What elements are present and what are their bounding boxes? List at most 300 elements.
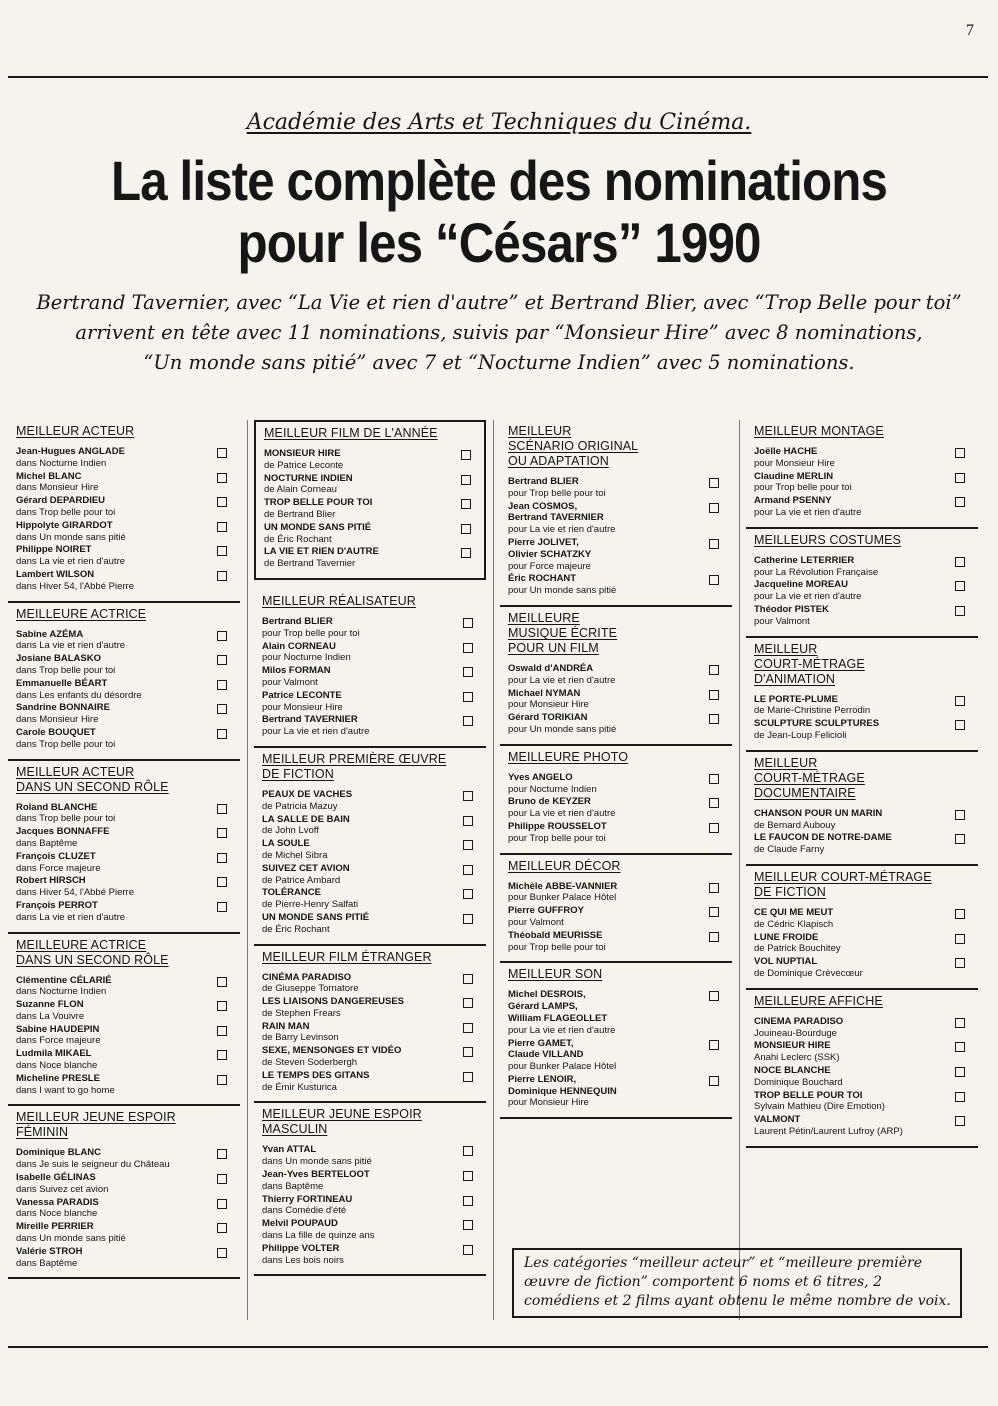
intro-line-3: “Un monde sans pitié” avec 7 et “Nocturne Indien” avec 5 nominations.	[143, 351, 855, 374]
headline-line-2: pour les “Césars” 1990	[237, 211, 761, 274]
nominee	[754, 956, 970, 980]
category-title	[262, 1107, 478, 1137]
nominee-work: pour La vie et rien d'autre	[508, 674, 616, 686]
nominee	[754, 604, 970, 628]
nominee	[508, 989, 724, 1036]
vote-checkbox[interactable]	[709, 539, 719, 549]
vote-checkbox[interactable]	[709, 991, 719, 1001]
nominee-name: TROP BELLE POUR TOI	[754, 1089, 863, 1101]
nominee	[16, 569, 232, 593]
nominee-work: dans La fille de quinze ans	[262, 1230, 375, 1242]
nominee-name: LE FAUCON DE NOTRE-DAME	[754, 832, 892, 844]
category-title-line: MEILLEUR	[754, 755, 818, 770]
nominee	[16, 851, 232, 875]
vote-checkbox[interactable]	[217, 828, 227, 838]
nominee-work: pour Monsieur Hire	[508, 699, 589, 711]
vote-checkbox[interactable]	[217, 522, 227, 532]
vote-checkbox[interactable]	[709, 478, 719, 488]
nominee	[16, 875, 232, 899]
category-title-line: MEILLEUR SON	[508, 967, 603, 982]
category-meilleur-realisateur	[254, 590, 486, 748]
vote-checkbox[interactable]	[217, 804, 227, 814]
vote-checkbox[interactable]	[463, 889, 473, 899]
nominee-name: LE PORTE-PLUME	[754, 693, 838, 705]
nominee-work: de Jean-Loup Felicioli	[754, 729, 847, 741]
nominee	[16, 653, 232, 677]
nominee	[262, 838, 478, 862]
nominee	[508, 821, 724, 845]
vote-checkbox[interactable]	[461, 499, 471, 509]
nominee-name: UN MONDE SANS PITIÉ	[264, 521, 372, 533]
nominee-work: pour Valmont	[754, 615, 810, 627]
nominee-work: de Pierre-Henry Salfati	[262, 899, 359, 911]
nominee	[508, 663, 724, 687]
nominee-name: VALMONT	[754, 1114, 801, 1126]
nominee-name: LE TEMPS DES GITANS	[262, 1069, 370, 1081]
category-title-line: MEILLEUR	[508, 424, 572, 438]
vote-checkbox[interactable]	[955, 497, 965, 507]
vote-checkbox[interactable]	[461, 475, 471, 485]
nominee-name: Philippe VOLTER	[262, 1242, 340, 1254]
nominee	[16, 1197, 232, 1221]
nominee-work: Jouineau-Bourduge	[754, 1027, 837, 1039]
nominee	[16, 520, 232, 544]
column-1	[8, 420, 240, 1279]
nominee-name: Vanessa PARADIS	[16, 1196, 99, 1208]
vote-checkbox[interactable]	[955, 810, 965, 820]
nominee-name: Sandrine BONNAIRE	[16, 702, 110, 714]
nominee-name: SEXE, MENSONGES ET VIDÉO	[262, 1045, 402, 1057]
vote-checkbox[interactable]	[955, 909, 965, 919]
vote-checkbox[interactable]	[217, 1001, 227, 1011]
nominee	[262, 1194, 478, 1218]
nominee-name: Clémentine CÉLARIÉ	[16, 974, 112, 986]
vote-checkbox[interactable]	[463, 1047, 473, 1057]
vote-checkbox[interactable]	[461, 450, 471, 460]
vote-checkbox[interactable]	[217, 497, 227, 507]
category-meilleur-decor	[500, 855, 732, 964]
category-title-line: MEILLEUR JEUNE ESPOIR	[262, 1107, 422, 1122]
nominee-work: pour Bunker Palace Hôtel	[508, 1061, 617, 1073]
vote-checkbox[interactable]	[955, 448, 965, 458]
vote-checkbox[interactable]	[709, 774, 719, 784]
vote-checkbox[interactable]	[463, 1072, 473, 1082]
vote-checkbox[interactable]	[709, 1076, 719, 1086]
nominee-work: de Michel Sibra	[262, 849, 328, 861]
category-meilleur-court-metrage-d-animation	[746, 638, 978, 752]
category-title	[16, 424, 232, 439]
nominee	[262, 641, 478, 665]
vote-checkbox[interactable]	[217, 546, 227, 556]
vote-checkbox[interactable]	[217, 473, 227, 483]
nominee-name: Pierre GUFFROY	[508, 905, 585, 917]
vote-checkbox[interactable]	[463, 692, 473, 702]
category-title	[508, 859, 724, 874]
nominee-work: dans Un monde sans pitié	[262, 1156, 372, 1168]
nominee-work: de Patrice Leconte	[264, 459, 344, 471]
vote-checkbox[interactable]	[955, 606, 965, 616]
nominee-work: Dominique Bouchard	[754, 1076, 843, 1088]
vote-checkbox[interactable]	[217, 571, 227, 581]
category-title	[508, 967, 724, 982]
nominee	[16, 1048, 232, 1072]
vote-checkbox[interactable]	[955, 1042, 965, 1052]
nominee-name: Michel BLANC	[16, 470, 82, 482]
nominee-work: dans Je suis le seigneur du Château	[16, 1159, 170, 1171]
vote-checkbox[interactable]	[217, 853, 227, 863]
vote-checkbox[interactable]	[217, 704, 227, 714]
nominee	[754, 471, 970, 495]
vote-checkbox[interactable]	[217, 729, 227, 739]
nominee-work: dans La vie et rien d'autre	[16, 640, 126, 652]
vote-checkbox[interactable]	[217, 1075, 227, 1085]
category-title-line: OU ADAPTATION	[508, 454, 609, 468]
nominee	[508, 476, 724, 500]
nominee-work: de Patrick Bouchitey	[754, 943, 841, 955]
nominee-name: Mireille PERRIER	[16, 1221, 94, 1233]
category-title	[754, 870, 970, 900]
category-title-line: MEILLEUR	[754, 641, 818, 656]
vote-checkbox[interactable]	[463, 643, 473, 653]
nominee-work: dans Baptême	[262, 1180, 324, 1192]
nominee	[262, 665, 478, 689]
nominee-name: SCULPTURE SCULPTURES	[754, 718, 880, 730]
vote-checkbox[interactable]	[463, 618, 473, 628]
category-title-line: DANS UN SECOND RÔLE	[16, 779, 169, 794]
nominee	[508, 501, 724, 536]
nominee-name: Pierre GAMET,	[508, 1037, 574, 1049]
nominee	[262, 1070, 478, 1094]
vote-checkbox[interactable]	[463, 1196, 473, 1206]
vote-checkbox[interactable]	[463, 1220, 473, 1230]
vote-checkbox[interactable]	[463, 914, 473, 924]
nominee	[754, 907, 970, 931]
nominee-name: Dominique BLANC	[16, 1147, 101, 1159]
vote-checkbox[interactable]	[217, 448, 227, 458]
vote-checkbox[interactable]	[217, 1149, 227, 1159]
nominee	[262, 714, 478, 738]
vote-checkbox[interactable]	[463, 998, 473, 1008]
nominee	[264, 546, 476, 570]
intro-line-1: Bertrand Tavernier, avec “La Vie et rien d'autre” et Bertrand Blier, avec “Trop Belle pour toi”	[36, 291, 962, 314]
nominee	[262, 887, 478, 911]
category-title-line: MUSIQUE ÉCRITE	[508, 625, 618, 640]
nominee	[16, 999, 232, 1023]
category-title	[16, 607, 232, 622]
vote-checkbox[interactable]	[709, 823, 719, 833]
nominee	[508, 1074, 724, 1109]
vote-checkbox[interactable]	[955, 934, 965, 944]
vote-checkbox[interactable]	[217, 1050, 227, 1060]
nominee-work: de Cédric Klapisch	[754, 918, 834, 930]
page-number: 7	[966, 22, 974, 39]
category-title	[16, 765, 232, 795]
footnote-box: Les catégories “meilleur acteur” et “meilleure première œuvre de fiction” comportent 6 noms et 6 titres, 2 comédiens et 2 films ayant obtenu le même nombre de voix.	[512, 1248, 962, 1318]
intro-line-2: arrivent en tête avec 11 nominations, suivis par “Monsieur Hire” avec 8 nominations,	[75, 321, 923, 344]
nominee-work: de Patrice Ambard	[262, 874, 341, 886]
nominee	[754, 718, 970, 742]
category-title	[508, 424, 724, 469]
nominee	[262, 616, 478, 640]
nominee	[16, 678, 232, 702]
category-meilleur-jeune-espoir-masculin	[254, 1103, 486, 1276]
nominee	[16, 544, 232, 568]
nominee-work: Laurent Pétin/Laurent Lufroy (ARP)	[754, 1125, 903, 1137]
nominee-work: Anahi Leclerc (SSK)	[754, 1052, 840, 1064]
nominee-work: pour Monsieur Hire	[754, 457, 835, 469]
category-title	[508, 611, 724, 656]
vote-checkbox[interactable]	[955, 958, 965, 968]
vote-checkbox[interactable]	[217, 631, 227, 641]
vote-checkbox[interactable]	[709, 798, 719, 808]
nominee	[262, 1243, 478, 1267]
nominee	[264, 448, 476, 472]
nominee-work: pour Trop belle pour toi	[262, 627, 360, 639]
nominee-work: de Giuseppe Tornatore	[262, 983, 359, 995]
vote-checkbox[interactable]	[217, 680, 227, 690]
category-title-line: MEILLEUR PREMIÈRE ŒUVRE	[262, 751, 447, 766]
category-title-line: MASCULIN	[262, 1122, 328, 1137]
nominee-name: François CLUZET	[16, 850, 96, 862]
vote-checkbox[interactable]	[955, 696, 965, 706]
headline-line-1: La liste complète des nominations	[110, 149, 888, 212]
vote-checkbox[interactable]	[709, 690, 719, 700]
nominee-name: Jacques BONNAFFE	[16, 826, 110, 838]
vote-checkbox[interactable]	[709, 714, 719, 724]
nominee	[264, 473, 476, 497]
vote-checkbox[interactable]	[955, 1116, 965, 1126]
vote-checkbox[interactable]	[709, 883, 719, 893]
nominee-name: Claudine MERLIN	[754, 470, 834, 482]
intro-block	[0, 288, 998, 378]
vote-checkbox[interactable]	[217, 1223, 227, 1233]
category-meilleur-scenario-original-ou-adaptation	[500, 420, 732, 607]
category-title-line: DANS UN SECOND RÔLE	[16, 952, 169, 967]
nominee-work: pour Nocturne Indien	[508, 783, 597, 795]
vote-checkbox[interactable]	[709, 503, 719, 513]
nominee	[508, 688, 724, 712]
category-title-line: DE FICTION	[262, 766, 334, 781]
nominee-name: Bertrand BLIER	[262, 615, 333, 627]
nominee-name: UN MONDE SANS PITIÉ	[262, 911, 370, 923]
vote-checkbox[interactable]	[463, 1245, 473, 1255]
article-header	[0, 108, 998, 378]
vote-checkbox[interactable]	[463, 667, 473, 677]
nominee-work: pour Trop belle pour toi	[508, 941, 606, 953]
nominee-name: LUNE FROIDE	[754, 931, 819, 943]
nominee	[264, 497, 476, 521]
vote-checkbox[interactable]	[463, 716, 473, 726]
nominee-work: dans Comédie d'été	[262, 1205, 347, 1217]
vote-checkbox[interactable]	[709, 907, 719, 917]
vote-checkbox[interactable]	[217, 1174, 227, 1184]
vote-checkbox[interactable]	[955, 473, 965, 483]
nominee-name: Patrice LECONTE	[262, 689, 342, 701]
nominee	[16, 495, 232, 519]
nominee-work: dans Monsieur Hire	[16, 714, 99, 726]
nominee-name: TROP BELLE POUR TOI	[264, 497, 373, 509]
nominee	[16, 1172, 232, 1196]
vote-checkbox[interactable]	[709, 575, 719, 585]
vote-checkbox[interactable]	[217, 877, 227, 887]
nominee-work: dans Baptême	[16, 837, 78, 849]
nominee	[754, 1040, 970, 1064]
vote-checkbox[interactable]	[955, 1092, 965, 1102]
nominee	[754, 579, 970, 603]
category-title-line: MEILLEUR DÉCOR	[508, 858, 621, 873]
category-title	[16, 938, 232, 968]
nominee-name: MONSIEUR HIRE	[754, 1040, 831, 1052]
nominee	[262, 863, 478, 887]
nominee-work: pour Force majeure	[508, 560, 591, 572]
nominee	[262, 996, 478, 1020]
nominee-work: dans La Vouivre	[16, 1010, 85, 1022]
vote-checkbox[interactable]	[463, 974, 473, 984]
category-meilleure-photo	[500, 746, 732, 855]
nominee	[16, 1147, 232, 1171]
nominee	[508, 1038, 724, 1073]
vote-checkbox[interactable]	[463, 1023, 473, 1033]
vote-checkbox[interactable]	[463, 1146, 473, 1156]
vote-checkbox[interactable]	[217, 1248, 227, 1258]
nominee-work: pour Trop belle pour toi	[754, 482, 852, 494]
nominee	[754, 694, 970, 718]
vote-checkbox[interactable]	[955, 720, 965, 730]
nominee-work: de Steven Soderbergh	[262, 1057, 358, 1069]
vote-checkbox[interactable]	[463, 865, 473, 875]
nominee-work: dans Hiver 54, l'Abbé Pierre	[16, 580, 134, 592]
nominee-name: Philippe ROUSSELOT	[508, 820, 607, 832]
vote-checkbox[interactable]	[955, 557, 965, 567]
vote-checkbox[interactable]	[709, 932, 719, 942]
nominee-work: de Barry Levinson	[262, 1032, 339, 1044]
nominee	[508, 796, 724, 820]
category-meilleure-musique-ecrite-pour-un-film	[500, 607, 732, 746]
category-title	[262, 950, 478, 965]
category-title-line: MEILLEUR JEUNE ESPOIR	[16, 1110, 176, 1125]
nominee-name: LA VIE ET RIEN D'AUTRE	[264, 546, 379, 558]
vote-checkbox[interactable]	[955, 834, 965, 844]
vote-checkbox[interactable]	[217, 1199, 227, 1209]
nominee-name: William FLAGEOLLET	[508, 1012, 608, 1024]
nominee-name: Micheline PRESLE	[16, 1072, 100, 1084]
category-title	[754, 994, 970, 1009]
nominee-work: dans Force majeure	[16, 862, 101, 874]
nominee	[754, 932, 970, 956]
nominee-name: Joëlle HACHE	[754, 446, 818, 457]
nominee-work: de Bernard Aubouy	[754, 819, 836, 831]
vote-checkbox[interactable]	[463, 816, 473, 826]
nominee-name: Gérard DEPARDIEU	[16, 495, 106, 507]
nominee-name: Olivier SCHATZKY	[508, 548, 592, 560]
category-title-line: MEILLEURE ACTRICE	[16, 937, 147, 952]
nominee-name: Catherine LETERRIER	[754, 554, 855, 566]
nominee	[16, 629, 232, 653]
nominee-name: Bruno de KEYZER	[508, 796, 591, 808]
nominee-name: CINÉMA PARADISO	[262, 971, 352, 983]
category-title	[262, 594, 478, 609]
nominee-name: Robert HIRSCH	[16, 875, 86, 887]
nominee	[508, 881, 724, 905]
vote-checkbox[interactable]	[461, 524, 471, 534]
nominee	[16, 1221, 232, 1245]
nominee-name: Armand PSENNY	[754, 495, 832, 507]
nominee-work: pour La Révolution Française	[754, 566, 879, 578]
nominee-work: dans Un monde sans pitié	[16, 531, 126, 543]
category-title	[16, 1110, 232, 1140]
nominee	[262, 1218, 478, 1242]
nominee-work: pour La vie et rien d'autre	[754, 506, 862, 518]
nominee-work: de Éric Rochant	[262, 923, 330, 935]
vote-checkbox[interactable]	[955, 1067, 965, 1077]
academie-line: Académie des Arts et Techniques du Cinéma.	[246, 110, 752, 135]
nominee-name: Yves ANGELO	[508, 771, 573, 783]
nominee-name: Emmanuelle BÉART	[16, 677, 108, 689]
nominee-name: Yvan ATTAL	[262, 1144, 317, 1156]
vote-checkbox[interactable]	[217, 977, 227, 987]
nominee-name: Thierry FORTINEAU	[262, 1193, 353, 1205]
nominee-work: de Marie-Christine Perrodin	[754, 705, 871, 717]
nominee-name: CHANSON POUR UN MARIN	[754, 807, 883, 819]
vote-checkbox[interactable]	[217, 655, 227, 665]
nominee-name: Suzanne FLON	[16, 999, 84, 1011]
category-meilleur-film-de-l-annee	[254, 420, 486, 580]
nominee-name: Philippe NOIRET	[16, 544, 92, 556]
vote-checkbox[interactable]	[709, 665, 719, 675]
nominee-name: Michèle ABBE-VANNIER	[508, 880, 618, 892]
nominee-name: Pierre JOLIVET,	[508, 536, 579, 548]
vote-checkbox[interactable]	[217, 902, 227, 912]
nominee-name: Ludmila MIKAEL	[16, 1048, 92, 1060]
category-meilleur-court-metrage-de-fiction	[746, 866, 978, 990]
nominee-name: Melvil POUPAUD	[262, 1218, 338, 1230]
vote-checkbox[interactable]	[463, 791, 473, 801]
nominee	[754, 1090, 970, 1114]
nominee-work: pour Un monde sans pitié	[508, 723, 617, 735]
nominee	[16, 702, 232, 726]
category-meilleur-acteur	[8, 420, 240, 603]
nominee	[16, 1246, 232, 1270]
nominee-name: Isabelle GÉLINAS	[16, 1172, 96, 1184]
column-3	[500, 420, 732, 1119]
nominee-work: dans Trop belle pour toi	[16, 738, 116, 750]
vote-checkbox[interactable]	[955, 581, 965, 591]
vote-checkbox[interactable]	[217, 1026, 227, 1036]
nominee-work: dans Trop belle pour toi	[16, 813, 116, 825]
nominee-name: VOL NUPTIAL	[754, 956, 818, 968]
nominee-name: Pierre LENOIR,	[508, 1073, 577, 1085]
nominee-work: de Bertrand Tavernier	[264, 558, 356, 570]
vote-checkbox[interactable]	[463, 1171, 473, 1181]
vote-checkbox[interactable]	[709, 1040, 719, 1050]
nominee-name: LES LIAISONS DANGEREUSES	[262, 996, 404, 1008]
category-meilleur-film-etranger	[254, 946, 486, 1104]
nominee-name: Jean COSMOS,	[508, 500, 578, 512]
nominee-name: LA SOULE	[262, 838, 310, 850]
nominee-name: Théodor PISTEK	[754, 603, 829, 615]
nominee-name: Bertrand BLIER	[508, 476, 579, 487]
category-meilleur-montage	[746, 420, 978, 529]
category-title	[754, 533, 970, 548]
category-title-line: FÉMININ	[16, 1125, 69, 1140]
vote-checkbox[interactable]	[461, 548, 471, 558]
vote-checkbox[interactable]	[955, 1018, 965, 1028]
category-title-line: MEILLEURS COSTUMES	[754, 532, 901, 547]
nominee-work: pour La vie et rien d'autre	[508, 808, 616, 820]
nominee-work: de Émir Kusturica	[262, 1081, 337, 1093]
vote-checkbox[interactable]	[463, 840, 473, 850]
nominee	[508, 573, 724, 597]
